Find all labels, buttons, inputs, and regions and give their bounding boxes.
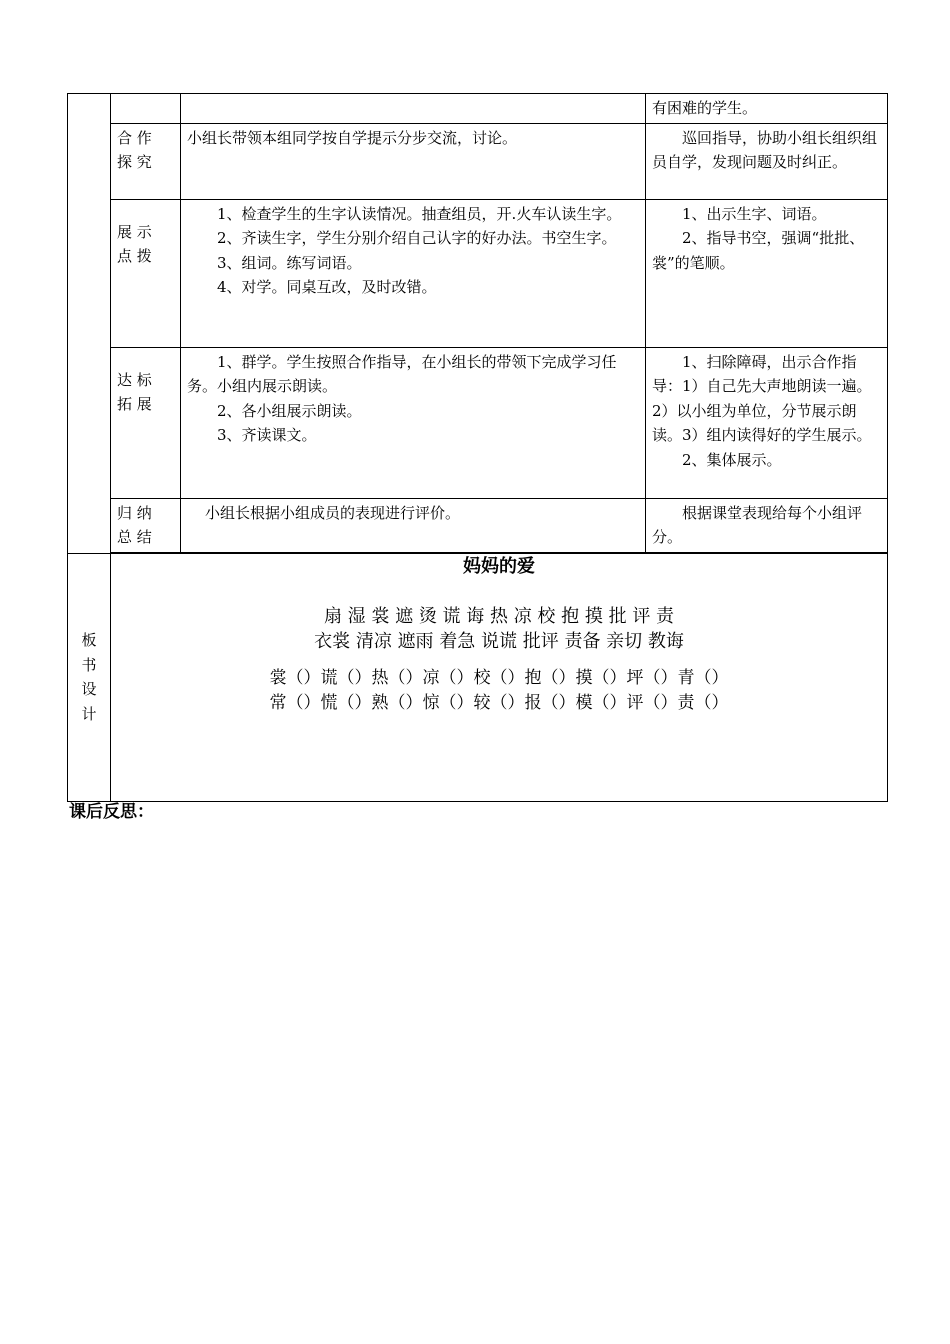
- student-text: 4、对学。同桌互改，及时改错。: [217, 278, 437, 296]
- teacher-text: 2、指导书空，强调“批批、裳”的笔顺。: [652, 229, 865, 272]
- stage-cell: 展 示 点 拨: [111, 199, 181, 347]
- teacher-text: 1、扫除障碍，出示合作指导：1）自己先大声地朗读一遍。2）以小组为单位，分节展示朗读。3）组内读得好的学生展示。: [652, 352, 872, 444]
- lesson-plan-table: [67, 93, 888, 802]
- student-activity-cell: [181, 123, 646, 199]
- table-row: [68, 94, 888, 124]
- teacher-text: 巡回指导，协助小组长组织组员自学，发现问题及时纠正。: [652, 128, 878, 171]
- stage-cell: 归 纳 总 结: [111, 498, 181, 552]
- student-text: 小组长带领本组同学按自学提示分步交流，讨论。: [187, 128, 518, 147]
- student-text: 小组长根据小组成员的表现进行评价。: [205, 503, 461, 522]
- section-label-cell: [68, 94, 111, 554]
- board-row: [68, 553, 888, 801]
- student-text: 2、各小组展示朗读。: [217, 401, 362, 420]
- student-activity-cell: [181, 94, 646, 124]
- teacher-activity-cell: [646, 123, 888, 199]
- teacher-text: 2、集体展示。: [682, 450, 782, 469]
- table-row: [68, 199, 888, 347]
- student-text: 3、齐读课文。: [217, 426, 317, 444]
- table-row: [68, 498, 888, 552]
- teacher-text: 有困难的学生。: [652, 99, 758, 117]
- student-activity-cell: [181, 199, 646, 347]
- student-activity-cell: [181, 347, 646, 498]
- table-row: [68, 123, 888, 199]
- student-text: 1、群学。学生按照合作指导，在小组长的带领下完成学习任务。小组内展示朗读。: [187, 352, 617, 395]
- reflection-label: 课后反思：: [69, 802, 154, 822]
- stage-cell: 达 标 拓 展: [111, 347, 181, 498]
- student-activity-cell: [181, 498, 646, 552]
- teacher-text: 根据课堂表现给每个小组评分。: [652, 503, 863, 546]
- board-compare-line-1: 裳（）谎（）热（）凉（）校（）抱（）摸（）坪（）青（）: [269, 667, 729, 688]
- table-row: [68, 347, 888, 498]
- stage-cell: 合 作 探 究: [111, 123, 181, 199]
- student-text: 1、检查学生的生字认读情况。抽查组员，开.火车认读生字。: [217, 204, 622, 223]
- teacher-text: 1、出示生字、词语。: [682, 204, 827, 223]
- board-words: 衣裳 清凉 遮雨 着急 说谎 批评 责备 亲切 教诲: [314, 630, 684, 652]
- board-title: 妈妈的爱: [463, 555, 535, 577]
- teacher-activity-cell: [646, 199, 888, 347]
- teacher-activity-cell: [646, 347, 888, 498]
- teacher-activity-cell: [646, 94, 888, 124]
- board-design-cell: [111, 553, 888, 801]
- stage-cell: [111, 94, 181, 124]
- student-text: 2、齐读生字，学生分别介绍自己认字的好办法。书空生字。: [217, 229, 617, 247]
- student-text: 3、组词。练写词语。: [217, 253, 362, 272]
- board-compare-line-2: 常（）慌（）熟（）惊（）较（）报（）模（）评（）责（）: [269, 692, 729, 713]
- board-characters: 扇 湿 裳 遮 烫 谎 诲 热 凉 校 抱 摸 批 评 责: [323, 605, 675, 627]
- teacher-activity-cell: [646, 498, 888, 552]
- board-design-label: 板 书 设 计: [68, 553, 111, 801]
